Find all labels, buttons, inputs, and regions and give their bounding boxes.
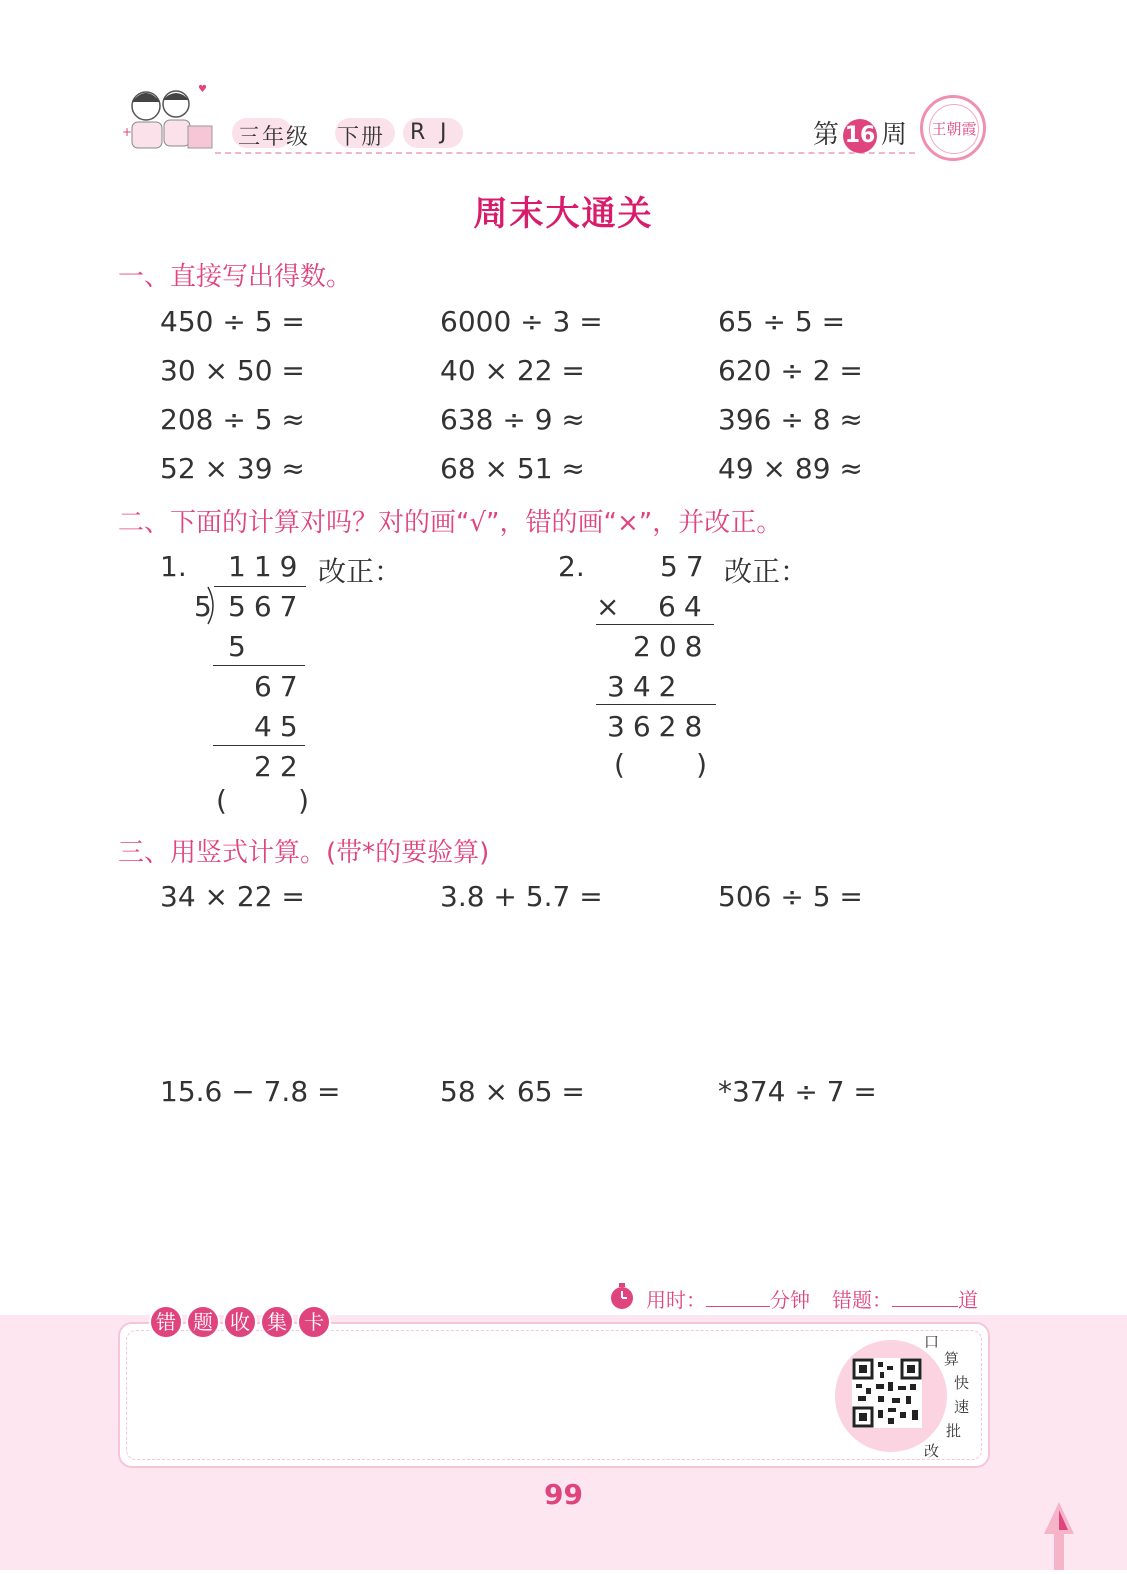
svg-text:+: + xyxy=(122,125,133,139)
p2-result: 3628 xyxy=(607,710,711,743)
p2-partial: 208 xyxy=(633,630,711,663)
header-divider xyxy=(215,152,915,154)
p2-correction-label: 改正： xyxy=(724,555,809,588)
time-record: 用时： 分钟 xyxy=(646,1288,810,1312)
qr-code-icon[interactable] xyxy=(852,1358,922,1428)
p1-correction-label: 改正： xyxy=(318,555,403,588)
qr-caption: 口 xyxy=(924,1333,940,1351)
p2-answer-paren: ( ) xyxy=(614,748,708,781)
s1-eq: 40 × 22 = xyxy=(440,354,585,387)
grade-label: 三年级 xyxy=(238,125,311,150)
error-record: 错题： 道 xyxy=(832,1288,978,1312)
s3-eq: 3.8 + 5.7 = xyxy=(440,880,603,913)
p1-division-bar xyxy=(214,586,306,587)
page-number: 99 xyxy=(544,1478,583,1511)
section2-heading: 二、下面的计算对吗？对的画“√”，错的画“×”，并改正。 xyxy=(118,508,783,538)
stopwatch-icon xyxy=(608,1282,636,1314)
s3-eq: 506 ÷ 5 = xyxy=(718,880,863,913)
section3-heading: 三、用竖式计算。(带*的要验算) xyxy=(118,838,490,868)
qr-caption: 改 xyxy=(924,1442,940,1460)
qr-caption: 批 xyxy=(946,1422,962,1440)
s3-eq: 15.6 − 7.8 = xyxy=(160,1075,341,1108)
week-number-badge: 16 xyxy=(843,119,877,153)
p1-number: 1. xyxy=(160,550,187,583)
card-title: 错 题 收 集 卡 xyxy=(145,1305,335,1339)
time-blank[interactable] xyxy=(706,1288,770,1307)
brand-seal-icon: 王朝霞 xyxy=(920,95,986,161)
p1-dividend: 567 xyxy=(228,590,306,623)
p2-bottom-factor: 64 xyxy=(658,590,710,623)
p1-step: 5 xyxy=(228,630,254,663)
p2-number: 2. xyxy=(558,550,585,583)
edition-r: R xyxy=(410,120,428,145)
p1-divisor: 5 xyxy=(194,590,220,623)
s3-eq: *374 ÷ 7 = xyxy=(718,1075,877,1108)
kids-illustration xyxy=(118,78,218,158)
p1-remainder: 22 xyxy=(254,750,306,783)
errors-blank[interactable] xyxy=(892,1288,958,1307)
qr-caption: 算 xyxy=(944,1350,960,1368)
page-title: 周末大通关 xyxy=(473,194,654,234)
s1-eq: 620 ÷ 2 = xyxy=(718,354,863,387)
s1-eq: 68 × 51 ≈ xyxy=(440,452,585,485)
p2-rule xyxy=(596,624,714,625)
week-indicator: 第 16 周 xyxy=(813,114,907,153)
p2-partial: 342 xyxy=(607,670,685,703)
p1-step: 45 xyxy=(254,710,306,743)
svg-text:♥: ♥ xyxy=(198,84,207,95)
edition-j: J xyxy=(440,120,449,145)
p1-rule xyxy=(213,745,305,746)
up-arrow-icon xyxy=(1042,1500,1076,1574)
s1-eq: 208 ÷ 5 ≈ xyxy=(160,403,305,436)
volume-label: 下册 xyxy=(337,125,386,150)
s1-eq: 450 ÷ 5 = xyxy=(160,305,305,338)
p1-step: 67 xyxy=(254,670,306,703)
qr-caption: 快 xyxy=(954,1374,970,1392)
s1-eq: 638 ÷ 9 ≈ xyxy=(440,403,585,436)
p1-answer-paren: ( ) xyxy=(216,784,310,817)
p2-times-sign: × xyxy=(596,590,628,623)
s1-eq: 396 ÷ 8 ≈ xyxy=(718,403,863,436)
p1-quotient: 119 xyxy=(228,550,306,583)
s1-eq: 49 × 89 ≈ xyxy=(718,452,863,485)
p2-rule xyxy=(596,704,716,705)
s3-eq: 58 × 65 = xyxy=(440,1075,585,1108)
section1-heading: 一、直接写出得数。 xyxy=(118,262,353,292)
s1-eq: 6000 ÷ 3 = xyxy=(440,305,603,338)
p2-top-factor: 57 xyxy=(660,550,712,583)
s3-eq: 34 × 22 = xyxy=(160,880,305,913)
qr-caption: 速 xyxy=(954,1398,970,1416)
s1-eq: 52 × 39 ≈ xyxy=(160,452,305,485)
s1-eq: 30 × 50 = xyxy=(160,354,305,387)
s1-eq: 65 ÷ 5 = xyxy=(718,305,846,338)
p1-rule xyxy=(213,665,305,666)
